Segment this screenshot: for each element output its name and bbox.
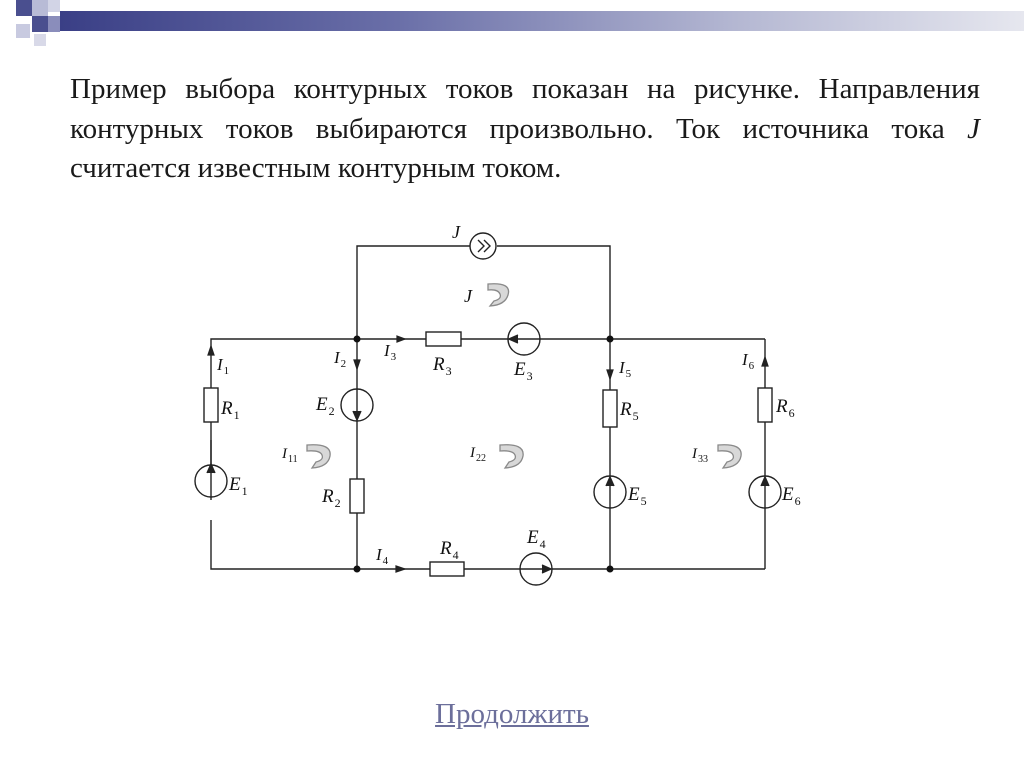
label-i2: $I_2$ xyxy=(334,348,347,370)
label-i6: $I_6$ xyxy=(742,350,755,372)
wire xyxy=(497,246,610,339)
emf-source-e3 xyxy=(508,323,540,355)
label-i3: $I_3$ xyxy=(384,341,397,363)
label-r2: $R_2$ xyxy=(322,486,341,510)
resistor-r3 xyxy=(426,332,461,346)
arrow-i2-icon xyxy=(354,360,360,369)
loop-arrow-i22-icon xyxy=(500,445,523,468)
wire xyxy=(357,246,470,339)
emf-source-e4 xyxy=(520,553,552,585)
loop-arrow-j-icon xyxy=(488,284,509,306)
arrow-i1-icon xyxy=(208,346,214,355)
continue-container xyxy=(0,698,1024,731)
circuit-labels xyxy=(216,222,801,567)
label-j-loop: J xyxy=(464,286,472,306)
label-r5: $R_5$ xyxy=(620,399,639,423)
paragraph-text: Пример выбора контурных токов показан на рисунке. Направления контурных токов выбираются произвольно. Ток источника тока xyxy=(70,73,980,145)
wires xyxy=(211,246,765,569)
node-dot xyxy=(607,566,614,573)
continue-link[interactable]: Продолжить xyxy=(435,698,589,730)
label-i5: $I_5$ xyxy=(619,358,632,380)
label-i22: $I_{22}$ xyxy=(470,445,486,464)
resistor-r6 xyxy=(758,388,772,422)
emf-source-e2 xyxy=(341,389,373,421)
label-j-source: J xyxy=(452,222,460,242)
node-dot xyxy=(354,336,361,343)
label-i11: $I_{11}$ xyxy=(282,446,298,465)
current-source-j xyxy=(470,233,496,259)
loop-arrow-i33-icon xyxy=(718,445,741,468)
resistor-r5 xyxy=(603,390,617,427)
label-r3: $R_3$ xyxy=(433,354,452,378)
resistor-r2 xyxy=(350,479,364,513)
label-e4: $E_4$ xyxy=(527,527,546,551)
node-dot xyxy=(607,336,614,343)
loop-arrow-i11-icon xyxy=(307,445,330,468)
label-r6: $R_6$ xyxy=(776,396,795,420)
arrow-i5-icon xyxy=(607,370,613,379)
label-i1: $I_1$ xyxy=(217,355,230,377)
label-e3: $E_3$ xyxy=(514,359,533,383)
emf-source-e1 xyxy=(195,422,227,497)
wire xyxy=(211,520,357,569)
j-symbol: J xyxy=(967,112,980,145)
label-e2: $E_2$ xyxy=(316,394,335,418)
emf-source-e5 xyxy=(594,476,626,508)
label-r4: $R_4$ xyxy=(440,538,459,562)
paragraph-text: считается известным контурным током. xyxy=(70,152,562,184)
label-e6: $E_6$ xyxy=(782,484,801,508)
arrow-i6-icon xyxy=(762,357,768,366)
arrow-i4-icon xyxy=(396,566,405,572)
label-e1: $E_1$ xyxy=(229,474,248,498)
label-e5: $E_5$ xyxy=(628,484,647,508)
node-dot xyxy=(354,566,361,573)
arrow-i3-icon xyxy=(397,336,405,342)
label-r1: $R_1$ xyxy=(221,398,240,422)
resistor-r4 xyxy=(430,562,464,576)
label-i4: $I_4$ xyxy=(376,545,389,567)
resistor-r1 xyxy=(204,388,218,422)
emf-source-e6 xyxy=(749,476,781,508)
label-i33: $I_{33}$ xyxy=(692,446,708,465)
